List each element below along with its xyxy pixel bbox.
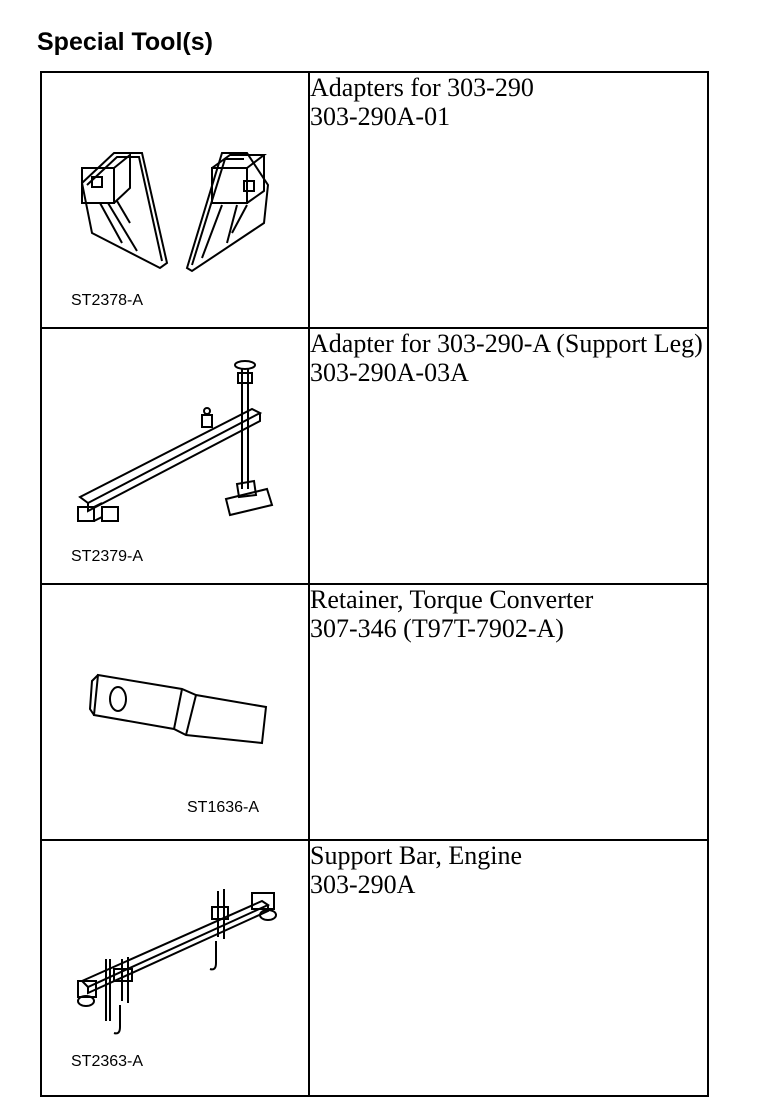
tool-row-adapters (41, 72, 708, 328)
tool-image-cell (41, 584, 309, 840)
tool-name: Retainer, Torque Converter (310, 585, 594, 614)
tool-description-cell (309, 328, 708, 584)
tool-number: 303-290A-03A (310, 358, 469, 387)
tool-description-cell (309, 584, 708, 840)
tool-number: 307-346 (T97T-7902-A) (310, 614, 564, 643)
adapters-illustration (42, 73, 308, 327)
tool-image-code: ST2363-A (71, 1053, 144, 1070)
tool-image-code: ST2378-A (71, 292, 144, 309)
tool-description-cell (309, 72, 708, 328)
tool-name: Adapters for 303-290 (310, 73, 534, 102)
tool-description-cell (309, 840, 708, 1096)
tool-row-engine-support-bar (41, 840, 708, 1096)
support-leg-illustration (42, 329, 308, 583)
special-tools-table (40, 71, 709, 1097)
tool-name: Adapter for 303-290-A (Support Leg) (310, 329, 703, 358)
tool-row-torque-converter-retainer (41, 584, 708, 840)
tool-image-cell (41, 840, 309, 1096)
page-title: Special Tool(s) (37, 28, 213, 56)
tool-image-code: ST1636-A (187, 799, 260, 816)
tool-image-cell (41, 328, 309, 584)
tool-row-support-leg (41, 328, 708, 584)
tool-name: Support Bar, Engine (310, 841, 522, 870)
tool-image-cell (41, 72, 309, 328)
tool-number: 303-290A-01 (310, 102, 451, 131)
tool-number: 303-290A (310, 870, 416, 899)
retainer-illustration (42, 585, 308, 839)
tool-image-code: ST2379-A (71, 548, 144, 565)
